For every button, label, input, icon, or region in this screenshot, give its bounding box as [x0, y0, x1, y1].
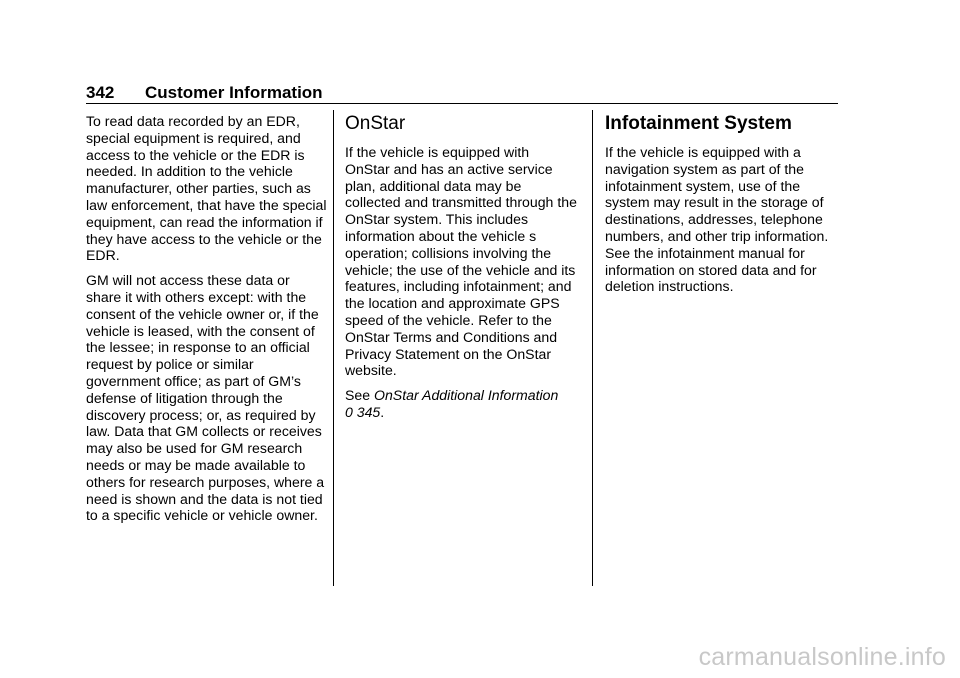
see-prefix: See	[345, 387, 374, 404]
onstar-heading: OnStar	[345, 113, 406, 134]
column-edr	[86, 113, 328, 532]
column-infotainment	[605, 113, 840, 303]
page-reference-link[interactable]: 0 345	[345, 403, 381, 420]
column-onstar	[345, 113, 577, 429]
see-suffix: .	[380, 403, 385, 420]
page-number: 342	[86, 83, 115, 102]
section-title: Customer Information	[145, 83, 323, 102]
onstar-see-also	[345, 387, 577, 421]
edr-paragraph-1: To read data recorded by an EDR, special equipment is required, and access to the vehicle or the EDR is needed. In addition to the vehicle manufacturer, other parties, such as law enforcement, that have the special equipment, can read the information if they have access to the vehicle or the EDR.	[86, 113, 327, 264]
infotainment-paragraph: If the vehicle is equipped with a navigation system as part of the infotainment system, use of the system may result in the storage of destinations, addresses, telephone numbers, and other trip information. See the infotainment manual for information on stored data and for deletion instructions.	[605, 144, 829, 295]
column-divider-2	[592, 110, 593, 586]
watermark-text: carmanualsonline.info	[698, 643, 946, 671]
edr-paragraph-2: GM will not access these data or share it with others except: with the consent of the vehicle owner or, if the vehicle is leased, with the consent of the lessee; in response to an official request by police or similar government office; as part of GM’s defense of litigation through the discovery process; or, as required by law. Data that GM collects or receives may also be used for GM research needs or may be made available to others for research purposes, where a need is shown and the data is not tied to a specific vehicle or vehicle owner.	[86, 272, 325, 524]
onstar-additional-info-link[interactable]: OnStar Additional Information	[374, 387, 559, 404]
infotainment-heading: Infotainment System	[605, 113, 792, 134]
page-header	[86, 83, 838, 104]
column-divider-1	[333, 110, 334, 586]
onstar-paragraph: If the vehicle is equipped with OnStar and has an active service plan, additional data may be collected and transmitted through the OnStar system. This includes information about the vehicle s operation; collisions involving the vehicle; the use of the vehicle and its features, including infotainment; and the location and approximate GPS speed of the vehicle. Refer to the OnStar Terms and Conditions and Privacy Statement on the OnStar website.	[345, 144, 577, 379]
